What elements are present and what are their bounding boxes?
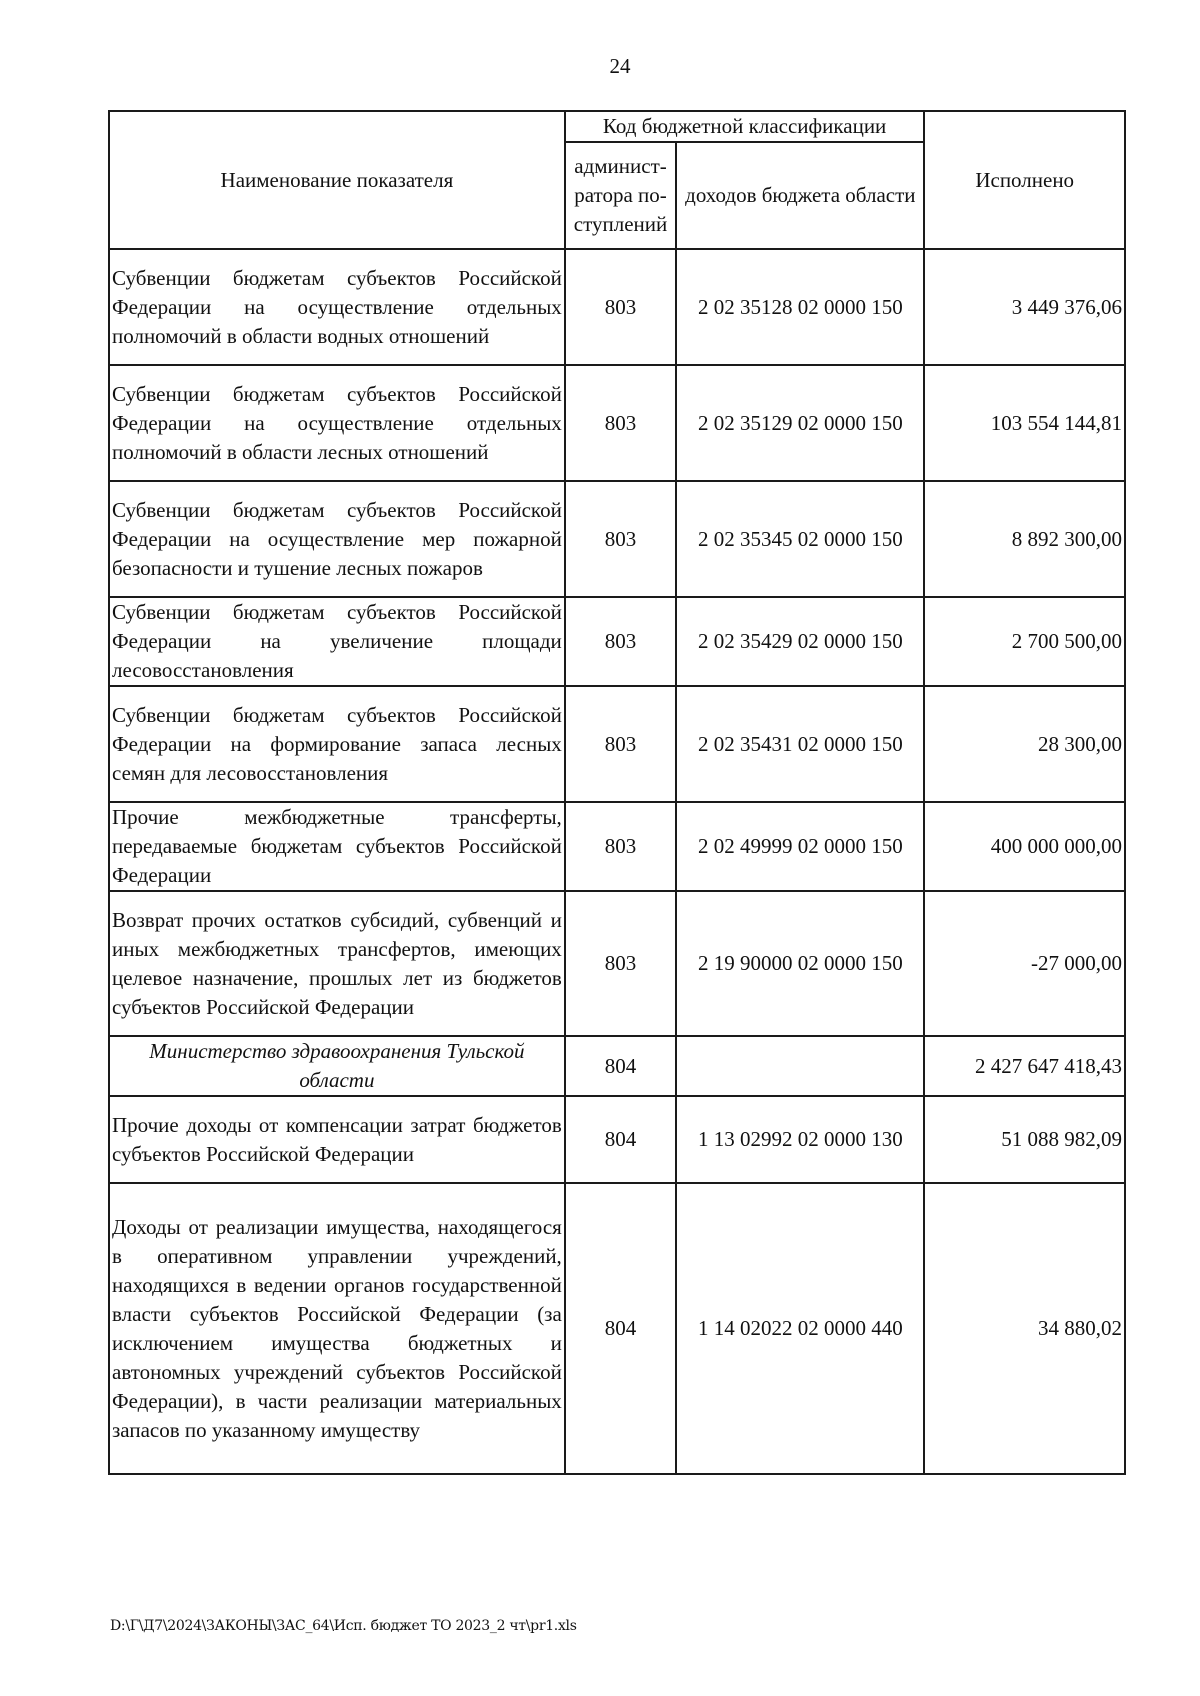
row-amount: -27 000,00 [924,891,1125,1036]
row-code: 2 02 49999 02 0000 150 [676,802,924,891]
row-name: Субвенции бюджетам субъектов Российской Федерации на осуществление мер пожарной безопасности и тушение лесных пожаров [109,481,565,597]
table-row [109,802,1125,891]
row-name: Субвенции бюджетам субъектов Российской Федерации на увеличение площади лесовосстановления [109,597,565,686]
row-code: 2 02 35431 02 0000 150 [676,686,924,802]
row-admin: 803 [565,891,676,1036]
row-admin: 803 [565,802,676,891]
row-admin: 804 [565,1183,676,1474]
row-name: Доходы от реализации имущества, находящегося в оперативном управлении учреждений, находящихся в ведении органов государственной власти субъектов Российской Федерации (за исключением имущества бюджетных и автономных учреждений субъектов Российской Федерации), в части реализации материальных запасов по указанному имуществу [109,1183,565,1474]
header-code-group: Код бюджетной классификации [565,111,925,142]
row-amount: 2 700 500,00 [924,597,1125,686]
row-name: Субвенции бюджетам субъектов Российской Федерации на осуществление отдельных полномочий в области лесных отношений [109,365,565,481]
row-admin: 804 [565,1036,676,1096]
row-code [676,1036,924,1096]
row-amount: 103 554 144,81 [924,365,1125,481]
row-admin: 803 [565,249,676,365]
table-row [109,481,1125,597]
budget-table [108,110,1126,1475]
row-admin: 803 [565,686,676,802]
row-admin: 803 [565,365,676,481]
table-row [109,891,1125,1036]
row-amount: 8 892 300,00 [924,481,1125,597]
row-code: 2 19 90000 02 0000 150 [676,891,924,1036]
row-code: 2 02 35129 02 0000 150 [676,365,924,481]
row-amount: 51 088 982,09 [924,1096,1125,1183]
row-amount: 2 427 647 418,43 [924,1036,1125,1096]
row-name: Возврат прочих остатков субсидий, субвенций и иных межбюджетных трансфертов, имеющих целевое назначение, прошлых лет из бюджетов субъектов Российской Федерации [109,891,565,1036]
row-code: 2 02 35429 02 0000 150 [676,597,924,686]
table-row-section [109,1036,1125,1096]
table-row [109,249,1125,365]
row-code: 1 14 02022 02 0000 440 [676,1183,924,1474]
section-name: Министерство здравоохранения Тульской области [109,1036,565,1096]
table-row [109,686,1125,802]
row-amount: 400 000 000,00 [924,802,1125,891]
header-executed: Исполнено [924,111,1125,249]
file-path-footer: D:\Г\Д7\2024\ЗАКОНЫ\ЗАС_64\Исп. бюджет ТО 2023_2 чт\pr1.xls [110,1618,577,1634]
header-admin: админист-ратора по-ступлений [565,142,676,249]
table-row [109,1183,1125,1474]
row-name: Прочие доходы от компенсации затрат бюджетов субъектов Российской Федерации [109,1096,565,1183]
page-number: 24 [609,54,631,78]
header-name: Наименование показателя [109,111,565,249]
row-admin: 803 [565,481,676,597]
row-amount: 34 880,02 [924,1183,1125,1474]
row-admin: 804 [565,1096,676,1183]
row-amount: 28 300,00 [924,686,1125,802]
row-admin: 803 [565,597,676,686]
table-row [109,597,1125,686]
row-code: 1 13 02992 02 0000 130 [676,1096,924,1183]
row-amount: 3 449 376,06 [924,249,1125,365]
table-row [109,1096,1125,1183]
row-name: Субвенции бюджетам субъектов Российской Федерации на формирование запаса лесных семян для лесовосстановления [109,686,565,802]
row-code: 2 02 35128 02 0000 150 [676,249,924,365]
table-row [109,365,1125,481]
header-revenue: доходов бюджета области [676,142,924,249]
row-name: Прочие межбюджетные трансферты, передаваемые бюджетам субъектов Российской Федерации [109,802,565,891]
row-name: Субвенции бюджетам субъектов Российской Федерации на осуществление отдельных полномочий в области водных отношений [109,249,565,365]
row-code: 2 02 35345 02 0000 150 [676,481,924,597]
